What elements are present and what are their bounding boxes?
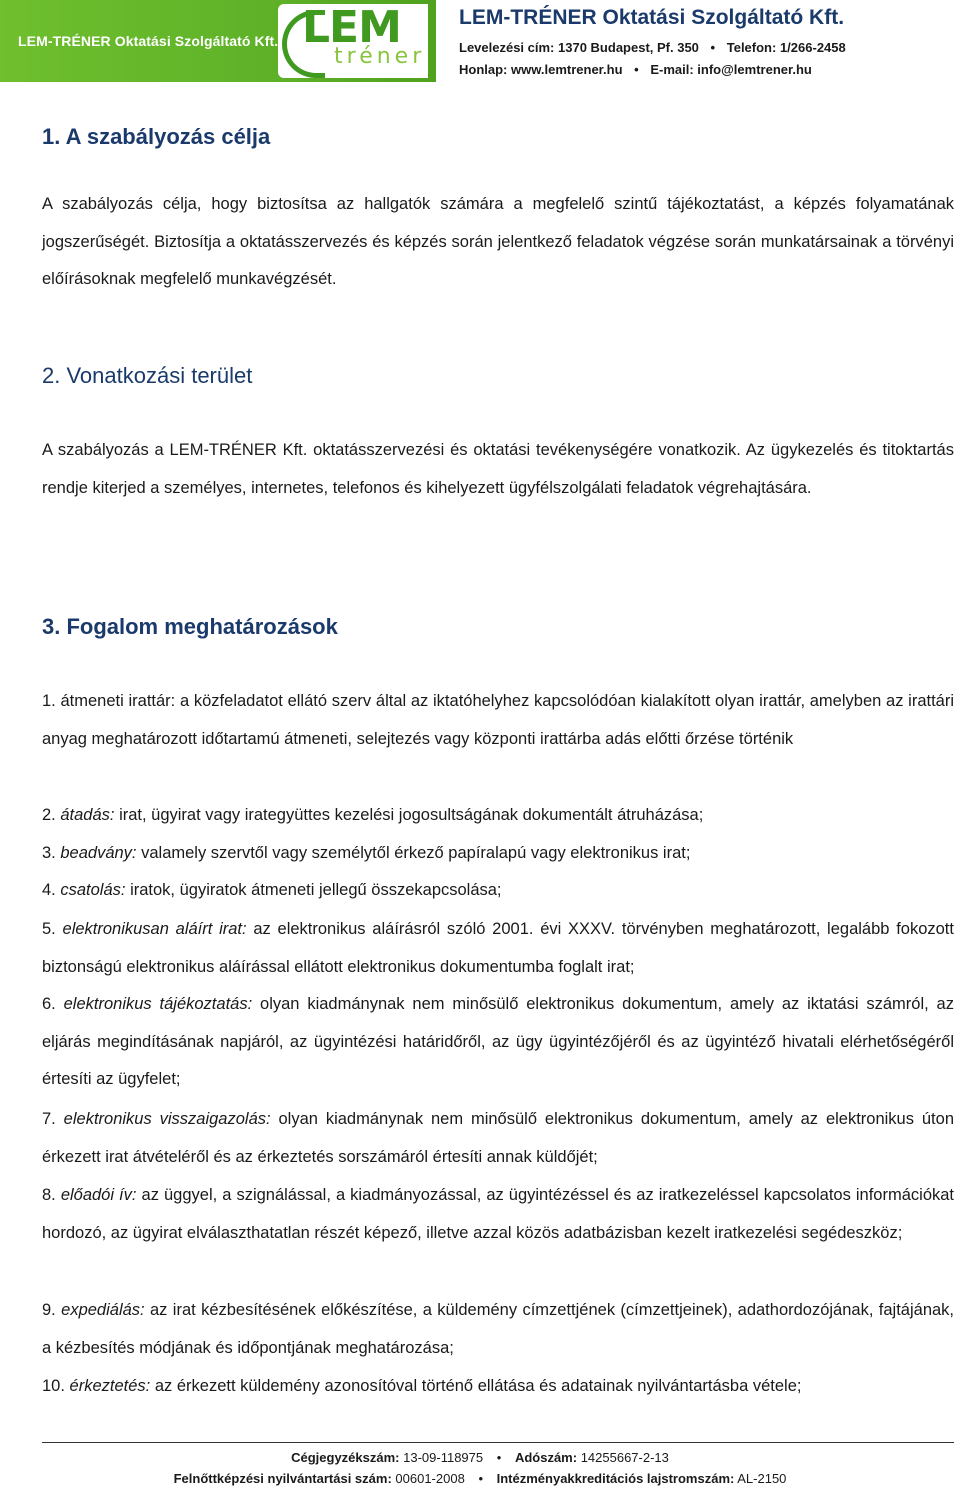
- web-link[interactable]: www.lemtrener.hu: [511, 62, 623, 77]
- section-1-body: A szabályozás célja, hogy biztosítsa az hallgatók számára a megfelelő szintű tájékoztatást, a képzés folyamatának jogszerűségét. Biztosítja a oktatásszervezés és képzés során jelentkező feladatok végzése során munkatársainak a törvényi előírásoknak megfelelő munkavégzését.: [42, 195, 954, 288]
- footer-line-2: [0, 1471, 960, 1486]
- registration-label: Cégjegyzékszám:: [291, 1450, 400, 1465]
- definition-text: irat, ügyirat vagy irategyüttes kezelési jogosultságának dokumentált átruházása;: [119, 806, 704, 824]
- section-3-heading: 3. Fogalom meghatározások: [42, 614, 338, 639]
- definition-number: 4.: [42, 881, 56, 899]
- definition-item-1: [42, 683, 954, 758]
- definition-number: 7.: [42, 1110, 56, 1128]
- banner-company-name: LEM-TRÉNER Oktatási Szolgáltató Kft.: [18, 33, 279, 49]
- definition-number: 5.: [42, 920, 56, 938]
- definition-term: expediálás:: [61, 1301, 145, 1319]
- section-1-heading: 1. A szabályozás célja: [42, 124, 271, 149]
- tax-label: Adószám:: [514, 1450, 578, 1465]
- definition-number: 8.: [42, 1186, 56, 1204]
- definition-number: 10.: [42, 1377, 65, 1395]
- footer-line-1: [0, 1450, 960, 1465]
- bullet-separator: •: [710, 40, 716, 55]
- definition-text: iratok, ügyiratok átmeneti jellegű összekapcsolása;: [130, 881, 502, 899]
- company-title: LEM-TRÉNER Oktatási Szolgáltató Kft.: [459, 6, 845, 29]
- definition-item-6: [42, 986, 954, 1099]
- adult-training-value: 00601-2008: [395, 1471, 465, 1486]
- definition-item-5: [42, 911, 954, 986]
- email-label: E-mail:: [650, 62, 694, 77]
- logo-subtitle: tréner: [334, 44, 426, 69]
- definition-term: beadvány:: [60, 844, 137, 862]
- definition-number: 1.: [42, 692, 56, 710]
- tax-value: 14255667-2-13: [580, 1450, 669, 1465]
- definition-number: 2.: [42, 806, 56, 824]
- section-2-heading: 2. Vonatkozási terület: [42, 363, 253, 388]
- definition-item-8: [42, 1177, 954, 1252]
- definition-term: csatolás:: [60, 881, 126, 899]
- definition-number: 3.: [42, 844, 56, 862]
- accreditation-value: AL-2150: [737, 1471, 787, 1486]
- adult-training-label: Felnőttképzési nyilvántartási szám:: [173, 1471, 392, 1486]
- definition-item-3: [42, 835, 954, 873]
- accreditation-label: Intézményakkreditációs lajstromszám:: [496, 1471, 735, 1486]
- definition-text: olyan kiadmánynak nem minősülő elektronikus dokumentum, amely az elektronikus úton érkezett irat átvételéről és az érkeztetés sorszámáról értesíti annak küldőjét;: [42, 1110, 954, 1166]
- definition-text: az irat kézbesítésének előkészítése, a küldemény címzettjének (címzettjeinek), adathordozójának, fajtájának, a kézbesítés módjának és időpontjának meghatározása;: [42, 1301, 955, 1357]
- definition-term: elektronikusan aláírt irat:: [62, 920, 247, 938]
- definition-term: átadás:: [60, 806, 115, 824]
- definition-number: 6.: [42, 995, 56, 1013]
- definition-text: az üggyel, a szignálással, a kiadmányozással, az ügyintézéssel és az iratkezeléssel kapcsolatos információkat hordozó, az ügyirat elválaszthatatlan részét képező, illetve azzal közös adatbázisban kezelt iratkezelési segédeszköz;: [42, 1186, 955, 1242]
- contact-line-1: [459, 40, 846, 55]
- definition-item-4: [42, 872, 954, 910]
- contact-line-2: [459, 62, 812, 77]
- phone-label: Telefon:: [726, 40, 777, 55]
- web-label: Honlap:: [459, 62, 508, 77]
- definition-text: olyan kiadmánynak nem minősülő elektronikus dokumentum, amely az iktatási számról, az eljárás megindításának napjáról, az ügyintézési határidőről, az ügy ügyintézőjéről és az ügyintéző hivatali elérhetőségéről értesíti az ügyfelet;: [42, 995, 954, 1088]
- definition-term: előadói ív:: [60, 1186, 137, 1204]
- definition-term: elektronikus visszaigazolás:: [63, 1110, 271, 1128]
- definition-text: az elektronikus aláírásról szóló 2001. évi XXXV. törvényben meghatározott, legalább fokozott biztonságú elektronikus aláírással ellátott elektronikus dokumentumba foglalt irat;: [42, 920, 954, 976]
- definition-text: az érkezett küldemény azonosítóval történő ellátása és adatainak nyilvántartásba vétele;: [154, 1377, 802, 1395]
- definition-number: 9.: [42, 1301, 56, 1319]
- address-label: Levelezési cím:: [459, 40, 555, 55]
- document-header: [0, 0, 960, 90]
- bullet-separator: •: [478, 1471, 483, 1486]
- logo-wordmark: LEM: [302, 2, 401, 53]
- definition-item-7: [42, 1101, 954, 1176]
- footer-divider: [42, 1442, 954, 1443]
- definition-term: elektronikus tájékoztatás:: [63, 995, 253, 1013]
- phone-value: 1/266-2458: [779, 40, 846, 55]
- definition-item-9: [42, 1292, 954, 1367]
- section-2-body: A szabályozás a LEM-TRÉNER Kft. oktatásszervezési és oktatási tevékenységére vonatkozik. Az ügykezelés és titoktartás rendje kiterjed a személyes, internetes, telefonos és kihelyezett ügyfélszolgálati feladatok végrehajtására.: [42, 441, 954, 497]
- registration-value: 13-09-118975: [403, 1450, 484, 1465]
- email-link[interactable]: info@lemtrener.hu: [697, 62, 812, 77]
- bullet-separator: •: [634, 62, 639, 77]
- address-value: 1370 Budapest, Pf. 350: [558, 40, 699, 55]
- bullet-separator: •: [496, 1450, 502, 1465]
- definition-item-10: [42, 1368, 954, 1406]
- definition-text: átmeneti irattár: a közfeladatot ellátó szerv által az iktatóhelyhez kapcsolódóan kialakított olyan irattár, amelyben az irattári anyag meghatározott időtartamú átmeneti, selejtezés vagy központi irattárba adás előtti őrzése történik: [42, 692, 955, 748]
- definition-text: valamely szervtől vagy személytől érkező papíralapú vagy elektronikus irat;: [141, 844, 691, 862]
- definition-item-2: [42, 797, 954, 835]
- definition-term: érkeztetés:: [69, 1377, 151, 1395]
